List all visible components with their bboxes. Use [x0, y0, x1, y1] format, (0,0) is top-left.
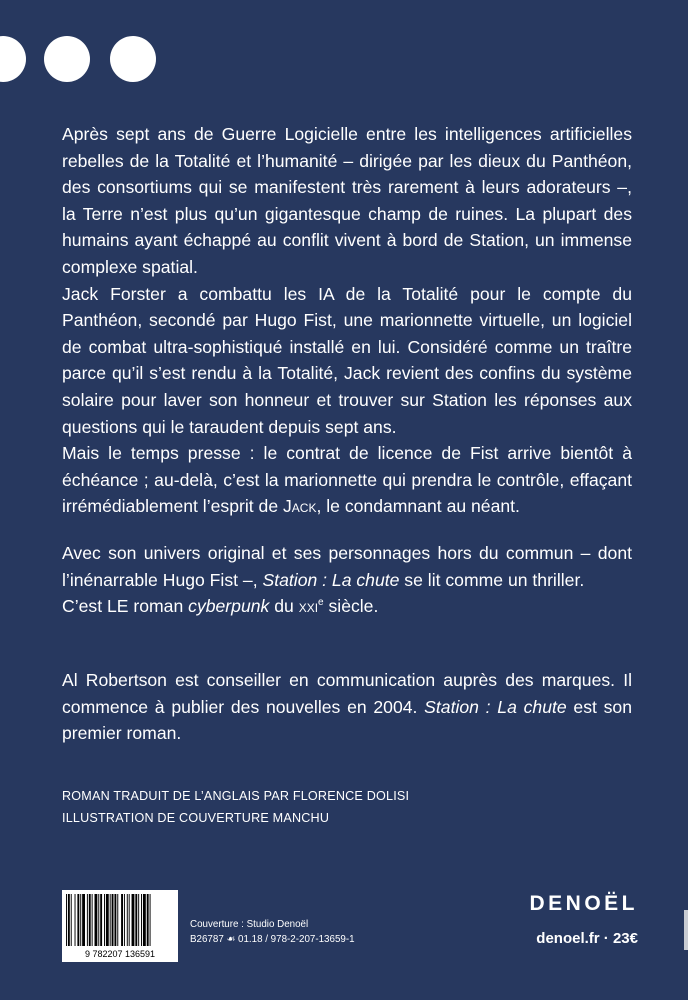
illustration-credit: ILLUSTRATION DE COUVERTURE MANCHU [62, 811, 330, 825]
cover-credit: Couverture : Studio Denoël [190, 919, 309, 930]
synopsis-p3-start: Mais le temps presse : le contrat de licence de Fist arrive bientôt à échéance ; au-delà, c’est la marionnette qui prendra le contrôle, effaçant irrémédiablement l’esprit de [62, 443, 632, 517]
barcode-bar [138, 894, 139, 946]
barcode-bar [114, 894, 116, 946]
promo-genre: cyberpunk [188, 596, 270, 617]
publisher-block [529, 892, 638, 947]
promo-text-c: C’est LE roman [62, 596, 189, 617]
barcode-digits: 9 782207 136591 [84, 949, 156, 959]
synopsis [62, 121, 632, 520]
barcode-bar [92, 894, 93, 946]
promo-text-e: siècle. [323, 596, 379, 617]
barcode [62, 890, 178, 962]
barcode-bar [87, 894, 88, 946]
promo-text-b: se lit comme un thriller. [399, 569, 585, 590]
publisher-website-price: denoel.fr · 23€ [536, 930, 638, 947]
barcode-bar [71, 894, 72, 946]
barcode-bar [150, 894, 151, 946]
synopsis-paragraph-3 [62, 440, 632, 520]
dot-icon [110, 36, 156, 82]
promo-text-d: du [269, 596, 299, 617]
barcode-bar [141, 894, 142, 946]
barcode-bar [89, 894, 91, 946]
credits [62, 785, 409, 829]
promo-text [62, 540, 632, 620]
bio-book-title: Station : La chute [424, 696, 567, 717]
barcode-bar [110, 894, 111, 946]
bio-text-a: Al Robertson est conseiller en communication auprès des marques. Il commence à publier des nouvelles en 2004. [62, 670, 632, 717]
bio-text-b: est son premier roman. [62, 696, 632, 744]
barcode-bar [100, 894, 102, 946]
barcode-bar [132, 894, 135, 946]
barcode-bar [98, 894, 99, 946]
publisher-logo: DENOËL [529, 892, 638, 915]
barcode-bar [104, 894, 105, 946]
barcode-bar [95, 894, 98, 946]
author-bio [62, 667, 632, 747]
synopsis-p3-jack: Jack [283, 496, 317, 517]
barcode-bar [112, 894, 114, 946]
barcode-bar [121, 894, 123, 946]
barcode-bar [68, 894, 70, 946]
barcode-bar [75, 894, 76, 946]
edge-tab [684, 910, 688, 950]
barcode-bar [124, 894, 125, 946]
barcode-bar [82, 894, 85, 946]
publication-info [190, 917, 355, 947]
promo-century: xxi [298, 596, 319, 617]
dot-icon [44, 36, 90, 82]
translator-credit: ROMAN TRADUIT DE L’ANGLAIS PAR FLORENCE DOLISI [62, 789, 410, 803]
promo-century-sup: e [318, 597, 324, 609]
barcode-bar [77, 894, 79, 946]
synopsis-paragraph-1: Après sept ans de Guerre Logicielle entre les intelligences artificielles rebelles de la Totalité et l’humanité – dirigée par les dieux du Panthéon, des consortiums qui se manifestent très rarement à leurs adorateurs –, la Terre n’est plus qu’un gigantesque champ de ruines. La plupart des humains ayant échappé au conflit vivent à bord de Station, un immense complexe spatial. [62, 124, 632, 277]
dot-icon [0, 36, 26, 82]
barcode-bar [127, 894, 128, 946]
barcode-bar [143, 894, 146, 946]
promo-text-a: Avec son univers original et ses personnages hors du commun – dont l’inénarrable Hugo Fist –, [62, 543, 632, 590]
isbn-codes: B26787 ☙ 01.18 / 978-2-207-13659-1 [190, 934, 355, 945]
barcode-bar [135, 894, 137, 946]
synopsis-paragraph-2: Jack Forster a combattu les IA de la Totalité pour le compte du Panthéon, secondé par Hugo Fist, une marionnette virtuelle, un logiciel de combat ultra-sophistiqué installé en lui. Considéré comme un traître parce qu’il s’est rendu à la Totalité, Jack revient des confins du système solaire pour laver son honneur et trouver sur Station les réponses aux questions qui le taraudent depuis sept ans. [62, 283, 632, 437]
promo-book-title: Station : La chute [262, 569, 400, 590]
barcode-bar [106, 894, 109, 946]
barcode-bar [117, 894, 118, 946]
barcode-bars [62, 890, 178, 962]
barcode-bar [66, 894, 67, 946]
barcode-bar [147, 894, 149, 946]
barcode-bar [80, 894, 81, 946]
barcode-bar [129, 894, 130, 946]
synopsis-p3-end: , le condamnant au néant. [316, 496, 520, 517]
